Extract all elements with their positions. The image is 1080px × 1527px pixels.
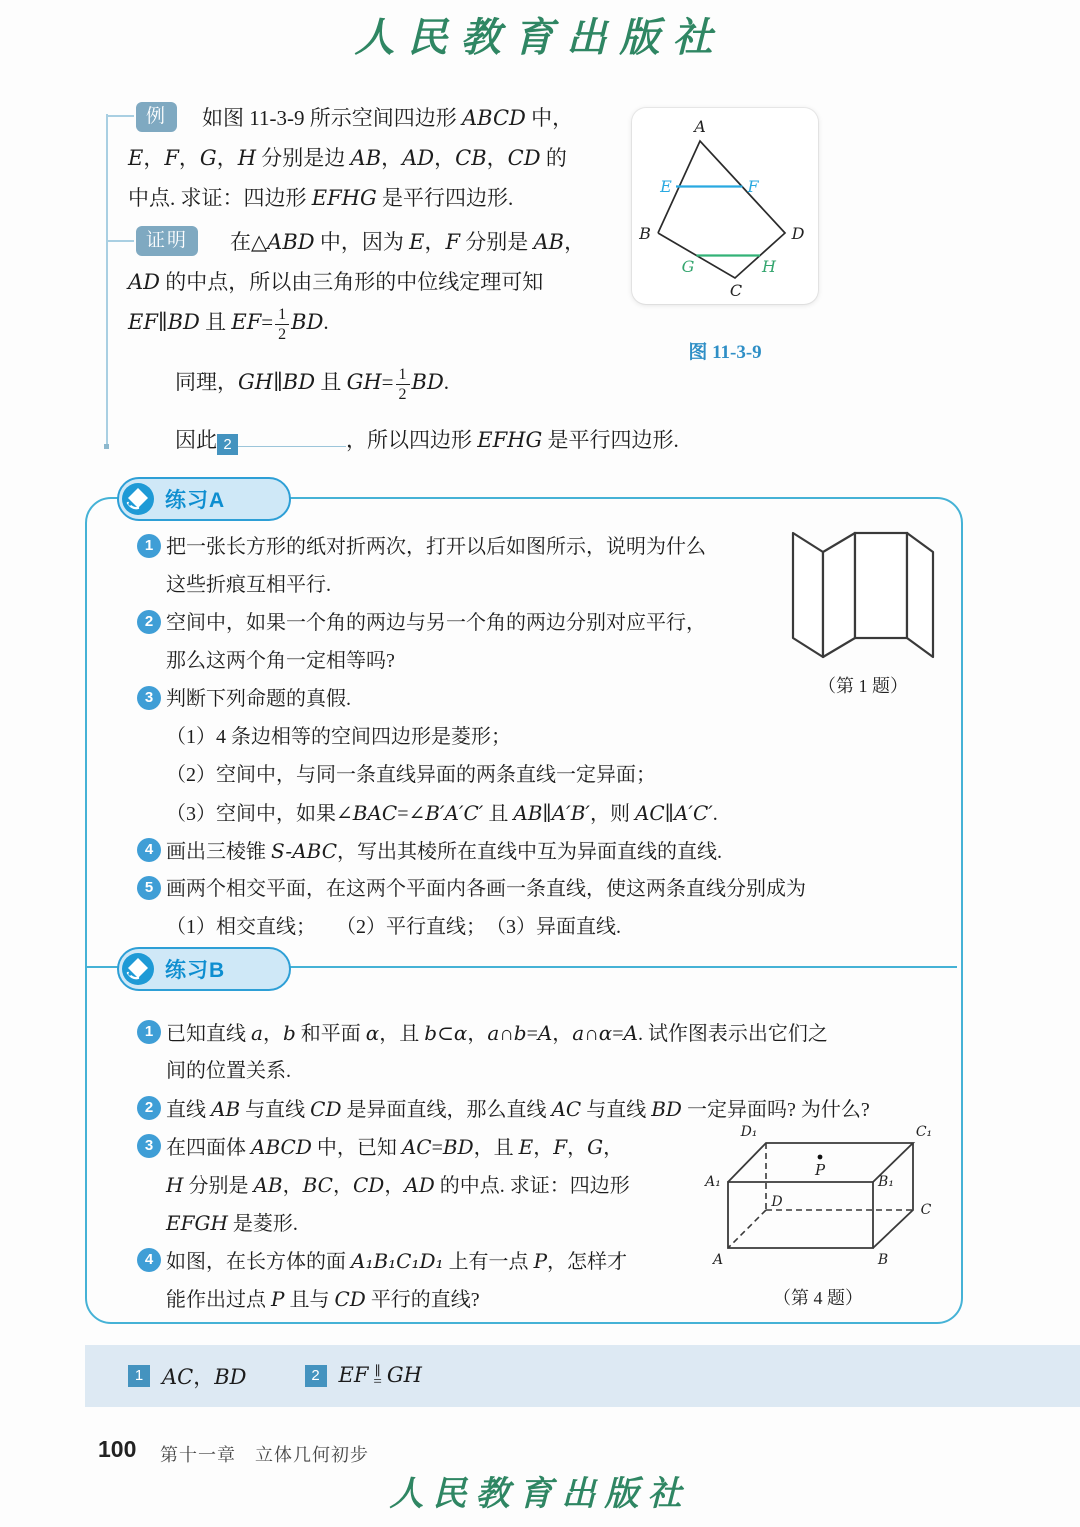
vertex-label-D: D [791, 224, 805, 243]
exB-item-2-line-1: 直线 AB 与直线 CD 是异面直线，那么直线 AC 与直线 BD 一定异面吗? 为什么? [166, 1097, 870, 1121]
exA-item-3-number: 3 [137, 686, 161, 710]
exA-item-5-line-1: 画两个相交平面，在这两个平面内各画一条直线，使这两条直线分别成为 [166, 878, 806, 900]
midpoint-label-G: G [681, 257, 695, 276]
vertex-label-B: B [639, 224, 651, 243]
exB-item-1-number: 1 [137, 1020, 161, 1044]
exA-item-1-number: 1 [137, 534, 161, 558]
cuboid-label-C1: C₁ [915, 1124, 933, 1140]
example-line-3: 中点. 求证：四边形 EFHG 是平行四边形. [128, 186, 514, 210]
midpoint-label-E: E [660, 177, 672, 196]
proof-line-1: 在△ABD 中，因为 E，F 分别是 AB， [230, 230, 586, 254]
exB-item-3-number: 3 [137, 1134, 161, 1158]
exA-item-4-number: 4 [137, 838, 161, 862]
exB-item-3-line-3: EFGH 是菱形. [166, 1211, 298, 1235]
point-P-dot [818, 1155, 823, 1160]
proof-conclusion-line [175, 420, 679, 460]
publisher-logo-bottom: 人民教育出版社 [389, 1474, 691, 1514]
exA-item-2-line-2: 那么这两个角一定相等吗? [166, 650, 395, 672]
cuboid-label-P: P [814, 1161, 826, 1179]
folded-paper-figure [788, 528, 938, 663]
midpoint-label-H: H [762, 257, 776, 276]
cuboid-label-A: A [712, 1252, 724, 1268]
page-number: 100 [98, 1436, 137, 1462]
exA-item-5-sub-1: （1）相交直线； （2）平行直线； （3）异面直线. [166, 916, 621, 938]
publisher-logo-top: 人民教育出版社 [354, 14, 726, 61]
example-line-1: 如图 11-3-9 所示空间四边形 ABCD 中， [202, 106, 574, 130]
example-guide-connector-1 [106, 115, 134, 117]
cuboid-label-B1: B₁ [878, 1174, 894, 1190]
proof-tag: 证明 [136, 226, 198, 256]
example-guide-connector-2 [106, 240, 134, 242]
cuboid-label-D1: D₁ [740, 1124, 758, 1140]
exB-item-4-line-1: 如图，在长方体的面 A₁B₁C₁D₁ 上有一点 P，怎样才 [166, 1249, 628, 1273]
spatial-quadrilateral-figure [632, 108, 818, 304]
midpoint-label-F: F [747, 177, 759, 196]
exB-item-4-line-2: 能作出过点 P 且与 CD 平行的直线? [166, 1287, 480, 1311]
exB-item-3-line-1: 在四面体 ABCD 中，已知 AC=BD，且 E，F，G， [166, 1135, 624, 1159]
example-tag: 例 [136, 102, 177, 132]
exA-item-3-sub-1: （1）4 条边相等的空间四边形是菱形； [166, 726, 511, 748]
cuboid-figure [693, 1118, 943, 1276]
exA-item-2-line-1: 空间中，如果一个角的两边与另一个角的两边分别对应平行， [166, 612, 706, 634]
chapter-title: 第十一章 立体几何初步 [160, 1445, 369, 1465]
proof-conclusion-post: ，所以四边形 EFHG 是平行四边形. [346, 428, 679, 452]
exB-item-3-line-2: H 分别是 AB，BC，CD，AD 的中点. 求证：四边形 [166, 1173, 630, 1197]
exercise-b-title: 练习B [165, 959, 226, 982]
exercise-b-header [117, 947, 291, 991]
exA-item-3-line-1: 判断下列命题的真假. [166, 688, 351, 710]
exB-item-2-number: 2 [137, 1096, 161, 1120]
answer-1-text: AC，BD [162, 1365, 247, 1389]
cuboid-label-D: D [771, 1194, 783, 1210]
blank-2-marker: 2 [217, 434, 238, 455]
answer-1-marker: 1 [128, 1365, 150, 1387]
proof-conclusion-pre: 因此 [175, 428, 217, 452]
cuboid-caption: （第 4 题） [773, 1288, 863, 1308]
exB-item-1-line-1: 已知直线 a，b 和平面 α，且 b⊂α，a∩b=A，a∩α=A. 试作图表示出它们之 [166, 1021, 828, 1045]
exA-item-3-sub-2: （2）空间中，与同一条直线异面的两条直线一定异面； [166, 764, 656, 786]
cuboid-label-A1: A₁ [705, 1174, 721, 1190]
cuboid-label-B: B [877, 1252, 889, 1268]
folded-paper-caption: （第 1 题） [818, 676, 908, 696]
exercise-b-icon [121, 952, 155, 986]
exB-item-4-number: 4 [137, 1248, 161, 1272]
example-guide-dot [104, 444, 109, 449]
exA-item-4-line-1: 画出三棱锥 S-ABC，写出其棱所在直线中互为异面直线的直线. [166, 839, 723, 863]
figure-quadrilateral-card [632, 108, 818, 304]
proof-formula-1: EF∥BD 且 EF= $\frac{1}{2}$ BD. [128, 305, 329, 343]
answers-strip [85, 1345, 1080, 1407]
exA-item-5-number: 5 [137, 876, 161, 900]
exB-item-1-line-2: 间的位置关系. [166, 1060, 291, 1082]
exA-item-1-line-2: 这些折痕互相平行. [166, 574, 331, 596]
figure-quadrilateral-caption: 图 11-3-9 [688, 342, 762, 363]
example-guide-line [106, 114, 108, 446]
exA-item-2-number: 2 [137, 610, 161, 634]
exercise-a-header [117, 477, 291, 521]
exercise-a-icon [121, 482, 155, 516]
blank-2-underline [238, 430, 346, 447]
answer-2-marker: 2 [305, 1365, 327, 1387]
proof-formula-2: 同理，GH∥BD 且 GH= $\frac{1}{2}$ BD. [175, 365, 450, 403]
exercise-a-title: 练习A [165, 489, 226, 512]
exA-item-3-sub-3: （3）空间中，如果∠BAC=∠B′A′C′ 且 AB∥A′B′，则 AC∥A′C′. [166, 801, 718, 825]
vertex-label-A: A [694, 117, 706, 136]
vertex-label-C: C [729, 281, 743, 300]
cuboid-label-C: C [920, 1202, 932, 1218]
example-line-2: E，F，G，H 分别是边 AB，AD，CB，CD 的 [128, 146, 567, 170]
answer-2-text: EF ∥ = GH [338, 1363, 422, 1390]
exA-item-1-line-1: 把一张长方形的纸对折两次，打开以后如图所示，说明为什么 [166, 536, 706, 558]
proof-line-2: AD 的中点，所以由三角形的中位线定理可知 [128, 270, 544, 294]
